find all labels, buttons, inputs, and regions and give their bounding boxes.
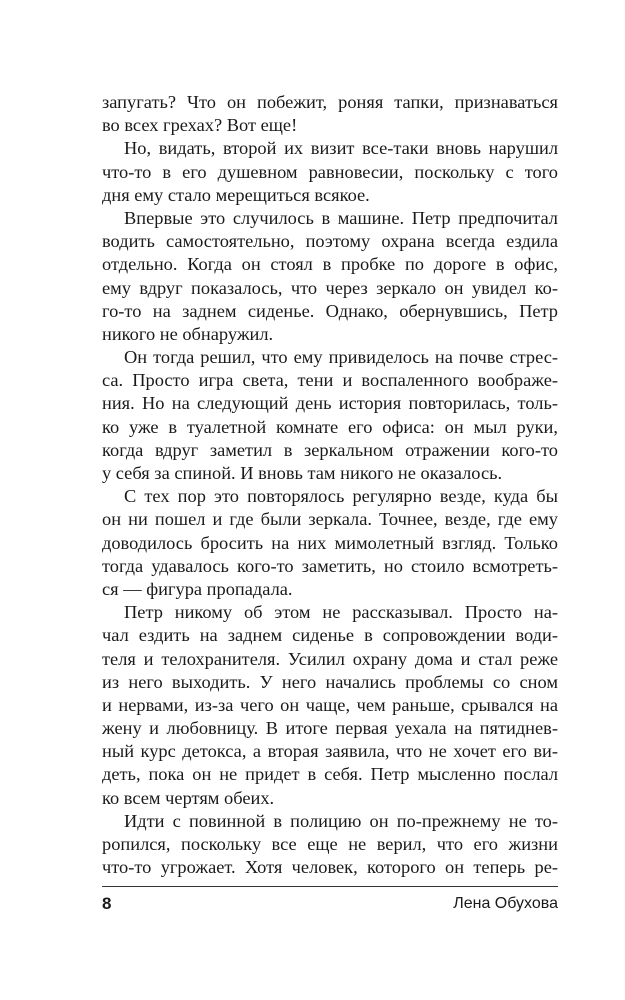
text-line: водить самостоятельно, поэтому охрана всегда ездила xyxy=(102,231,558,252)
text-line: ко уже в туалетной комнате его офиса: он мыл руки, xyxy=(102,416,558,437)
text-line: Впервые это случилось в машине. Петр предпочитал xyxy=(124,207,558,228)
text-line: ко всем чертям обеих. xyxy=(102,787,275,808)
text-line: Он тогда решил, что ему привиделось на почве стрес- xyxy=(124,347,558,368)
text-line: что-то в его душевном равновесии, поскольку с того xyxy=(102,161,558,182)
text-line: когда вдруг заметил в зеркальном отражении кого-то xyxy=(102,439,558,460)
text-line: тогда удавалось кого-то заметить, но стоило всмотреть- xyxy=(102,555,558,576)
text-line: деть, пока он не придет в себя. Петр мысленно послал xyxy=(102,764,558,785)
text-line: из него выходить. У него начались проблемы со сном xyxy=(102,671,558,692)
text-line: ропился, поскольку все еще не верил, что его жизни xyxy=(102,834,558,854)
page-number: 8 xyxy=(102,894,112,913)
text-line: отдельно. Когда он стоял в пробке по дороге в офис, xyxy=(102,254,558,275)
text-line: ния. Но на следующий день история повторилась, толь- xyxy=(102,393,558,414)
text-line: ему вдруг показалось, что через зеркало он увидел ко- xyxy=(102,277,558,298)
text-line: и нервами, из-за чего он чаще, чем раньше, срывался на xyxy=(102,694,558,715)
text-line: жену и любовницу. В итоге первая уехала на пятиднев- xyxy=(102,718,558,739)
text-line: дня ему стало мерещиться всякое. xyxy=(102,184,370,205)
text-line: теля и телохранителя. Усилил охрану дома и стал реже xyxy=(102,648,558,669)
body-text xyxy=(102,91,558,879)
text-line: са. Просто игра света, тени и воспаленного воображе- xyxy=(102,370,558,391)
text-line: С тех пор это повторялось регулярно везде, куда бы xyxy=(124,486,558,507)
text-line: Но, видать, второй их визит все-таки вновь нарушил xyxy=(124,138,558,159)
text-line: никого не обнаружил. xyxy=(102,323,274,344)
text-line: Идти с повинной в полицию он по-прежнему не то- xyxy=(124,810,558,831)
text-line: во всех грехах? Вот еще! xyxy=(102,115,298,136)
text-line: Петр никому об этом не рассказывал. Просто на- xyxy=(124,602,558,623)
text-line: он ни пошел и где были зеркала. Точнее, везде, где ему xyxy=(102,509,558,530)
text-line: что-то угрожает. Хотя человек, которого он теперь ре- xyxy=(102,857,558,878)
text-line: ный курс детокса, а вторая заявила, что не хочет его ви- xyxy=(102,741,558,762)
text-line: го-то на заднем сиденье. Однако, обернувшись, Петр xyxy=(102,300,558,321)
text-line: ся — фигура пропадала. xyxy=(102,578,293,599)
text-line: чал ездить на заднем сиденье в сопровождении води- xyxy=(102,625,558,646)
text-line: запугать? Что он побежит, роняя тапки, признаваться xyxy=(102,92,558,112)
footer-rule xyxy=(102,886,558,887)
running-footer-author: Лена Обухова xyxy=(453,895,558,912)
text-line: у себя за спиной. И вновь там никого не оказалось. xyxy=(102,463,503,483)
text-line: доводилось бросить на них мимолетный взгляд. Только xyxy=(102,532,558,553)
